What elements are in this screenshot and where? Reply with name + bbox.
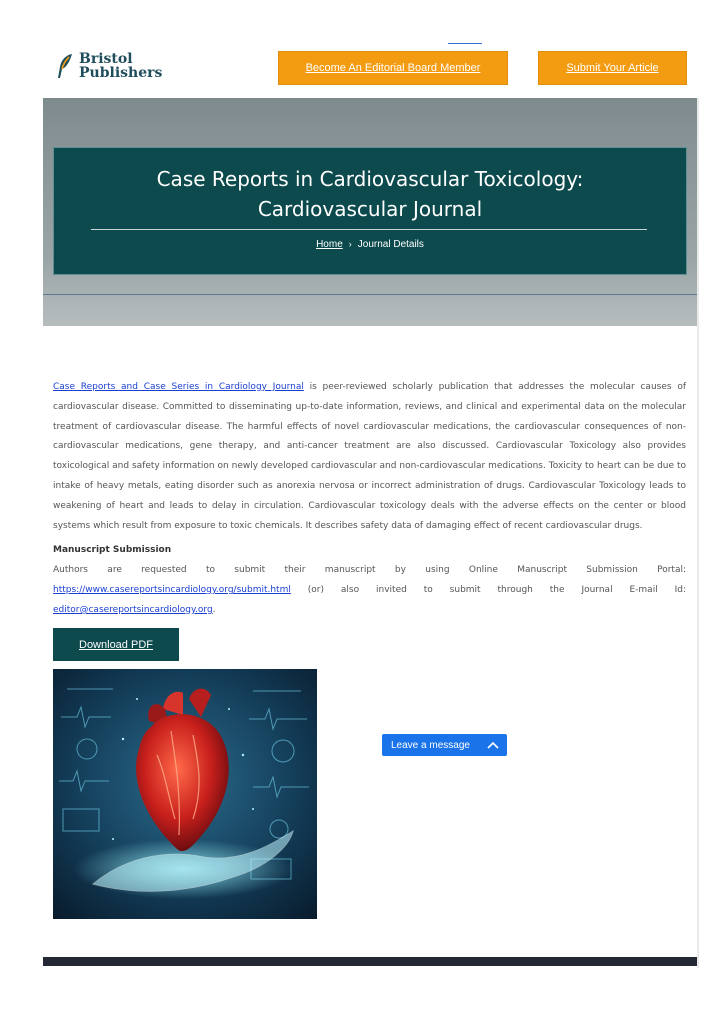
submission-portal-link[interactable]: https://www.casereportsincardiology.org/submit.html [53,585,291,596]
hero-divider-line [43,294,697,295]
hero-title-box [53,147,687,275]
leave-message-widget[interactable] [382,734,507,756]
quill-icon [54,52,76,80]
manuscript-submission-heading: Manuscript Submission [53,545,172,556]
breadcrumb-home-link[interactable]: Home [316,239,343,250]
leave-message-label: Leave a message [391,739,470,751]
chevron-up-icon[interactable] [487,739,499,751]
chevron-right-icon: › [348,239,352,249]
page-title-line-1: Case Reports in Cardiovascular Toxicology: [156,167,584,191]
top-accent-line [448,43,482,44]
bristol-publishers-logo[interactable] [54,52,162,80]
submission-mid-text: (or) also invited to submit through the Journal E-mail Id: [290,585,686,596]
editor-email-link[interactable]: editor@casereportsincardiology.org [53,604,213,615]
footer-bar [43,957,697,966]
intro-paragraph [53,378,686,536]
breadcrumb [54,239,686,250]
download-pdf-button[interactable]: Download PDF [53,628,179,661]
breadcrumb-current: Journal Details [357,239,424,250]
page-title [54,164,686,224]
submission-paragraph [53,561,686,620]
submission-text: Authors are requested to submit their manuscript by using Online Manuscript Submission Portal: [53,565,686,576]
page-title-line-2: Cardiovascular Journal [257,197,483,221]
logo-line-1: Bristol [79,51,133,67]
journal-link[interactable]: Case Reports and Case Series in Cardiology Journal [53,382,304,392]
intro-text: is peer-reviewed scholarly publication that addresses the molecular causes of cardiovascular disease. Committed to disseminating up-to-date information, reviews, and clinical and experimental data on the molecular treatment of cardiovascular disease. The harmful effects of novel cardiovascular medications, the cardiovascular consequences of non-cardiovascular medications, gene therapy, and anti-cancer treatment are also discussed. Cardiovascular Toxicology also provides toxicological and safety information on newly developed cardiovascular and non-cardiovascular medications. Toxicity to heart can be due to intake of heavy metals, eating disorder such as anorexia nervosa or incorrect administration of drugs. Cardiovascular Toxicology leads to weakening of heart and leads to delay in circulation. Cardiovascular toxicology deals with the adverse effects on the center or blood systems which result from exposure to toxic chemicals. It describes safety data of damaging effect of recent cardiovascular drugs. [53,382,686,531]
page-edge-shadow [697,98,699,968]
submit-article-button[interactable]: Submit Your Article [538,51,687,85]
heart-illustration [53,669,317,919]
submission-end: . [212,604,216,615]
hero-banner [43,98,697,326]
title-rule [91,229,647,230]
logo-line-2: Publishers [79,65,163,81]
become-editorial-member-button[interactable]: Become An Editorial Board Member [278,51,508,85]
journal-description [53,378,686,621]
